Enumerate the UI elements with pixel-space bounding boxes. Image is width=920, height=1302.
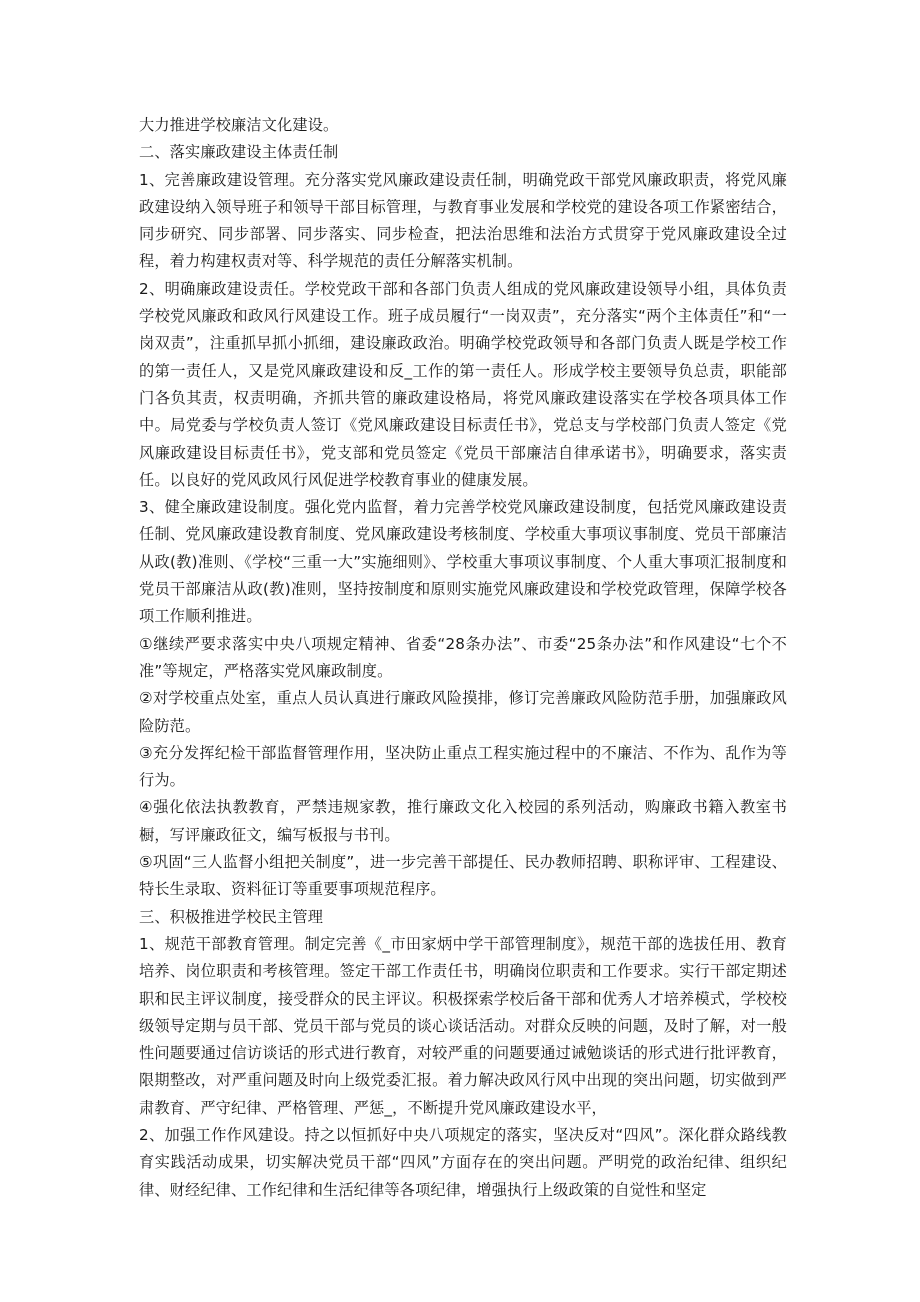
section-heading-2: 二、落实廉政建设主体责任制 bbox=[139, 143, 339, 162]
section-heading-3: 三、积极推进学校民主管理 bbox=[139, 907, 324, 926]
paragraph-3-1: 1、规范干部教育管理。制定完善《_市田家炳中学干部管理制度》，规范干部的选拔任用、教育培养、岗位职责和考核管理。签定干部工作责任书，明确岗位职责和工作要求。实行干部定期述职和民主评议制度，接受群众的民主评议。积极探索学校后备干部和优秀人才培养模式，学校校级领导定期与员干部、党员干部与党员的谈心谈话活动。对群众反映的问题，及时了解，对一般性问题要通过信访谈话的形式进行教育，对较严重的问题要通过诫勉谈话的形式进行批评教育，限期整改，对严重问题及时向上级党委汇报。着力解决政风行风中出现的突出问题，切实做到严肃教育、严守纪律、严格管理、严惩_，不断提升党风廉政建设水平， bbox=[139, 934, 787, 1117]
paragraph-intro: 大力推进学校廉洁文化建设。 bbox=[139, 116, 339, 134]
list-item-1: ①继续严要求落实中央八项规定精神、省委“28条办法”、市委“25条办法”和作风建设“七个不准”等规定，严格落实党风廉政制度。 bbox=[139, 634, 787, 680]
paragraph-2-3: 3、健全廉政建设制度。强化党内监督，着力完善学校党风廉政建设制度，包括党风廉政建设责任制、党风廉政建设教育制度、党风廉政建设考核制度、学校重大事项议事制度、党员干部廉洁从政(教)准则、《学校“三重一大”实施细则》、学校重大事项议事制度、个人重大事项汇报制度和党员干部廉洁从政(教)准则，坚持按制度和原则实施党风廉政建设和学校党政管理，保障学校各项工作顺利推进。 bbox=[139, 498, 787, 626]
list-item-3: ③充分发挥纪检干部监督管理作用，坚决防止重点工程实施过程中的不廉洁、不作为、乱作为等行为。 bbox=[139, 743, 787, 790]
list-item-4: ④强化依法执教教育，严禁违规家教，推行廉政文化入校园的系列活动，购廉政书籍入教室书橱，写评廉政征文，编写板报与书刊。 bbox=[139, 798, 787, 844]
list-item-2: ②对学校重点处室，重点人员认真进行廉政风险摸排，修订完善廉政风险防范手册，加强廉政风险防范。 bbox=[139, 689, 787, 735]
paragraph-3-2: 2、加强工作作风建设。持之以恒抓好中央八项规定的落实，坚决反对“四风”。深化群众路线教育实践活动成果，切实解决党员干部“四风”方面存在的突出问题。严明党的政治纪律、组织纪律、财经纪律、工作纪律和生活纪律等各项纪律，增强执行上级政策的自觉性和坚定 bbox=[139, 1125, 787, 1199]
paragraph-2-1: 1、完善廉政建设管理。充分落实党风廉政建设责任制，明确党政干部党风廉政职责，将党风廉政建设纳入领导班子和领导干部目标管理，与教育事业发展和学校党的建设各项工作紧密结合，同步研究、同步部署、同步落实、同步检查，把法治思维和法治方式贯穿于党风廉政建设全过程，着力构建权责对等、科学规范的责任分解落实机制。 bbox=[139, 170, 787, 271]
paragraph-2-2: 2、明确廉政建设责任。学校党政干部和各部门负责人组成的党风廉政建设领导小组，具体负责学校党风廉政和政风行风建设工作。班子成员履行“一岗双责”，充分落实“两个主体责任”和“一岗双责”，注重抓早抓小抓细，建设廉政政治。明确学校党政领导和各部门负责人既是学校工作的第一责任人，又是党风廉政建设和反_工作的第一责任人。形成学校主要领导负总责，职能部门各负其责，权责明确，齐抓共管的廉政建设格局，将党风廉政建设落实在学校各项具体工作中。局党委与学校负责人签订《党风廉政建设目标责任书》，党总支与学校部门负责人签定《党风廉政建设目标责任书》，党支部和党员签定《党员干部廉洁自律承诺书》，明确要求，落实责任。以良好的党风政风行风促进学校教育事业的健康发展。 bbox=[139, 279, 787, 489]
list-item-5: ⑤巩固“三人监督小组把关制度”，进一步完善干部提任、民办教师招聘、职称评审、工程建设、特长生录取、资料征订等重要事项规范程序。 bbox=[139, 853, 787, 899]
document-body bbox=[139, 112, 787, 1204]
